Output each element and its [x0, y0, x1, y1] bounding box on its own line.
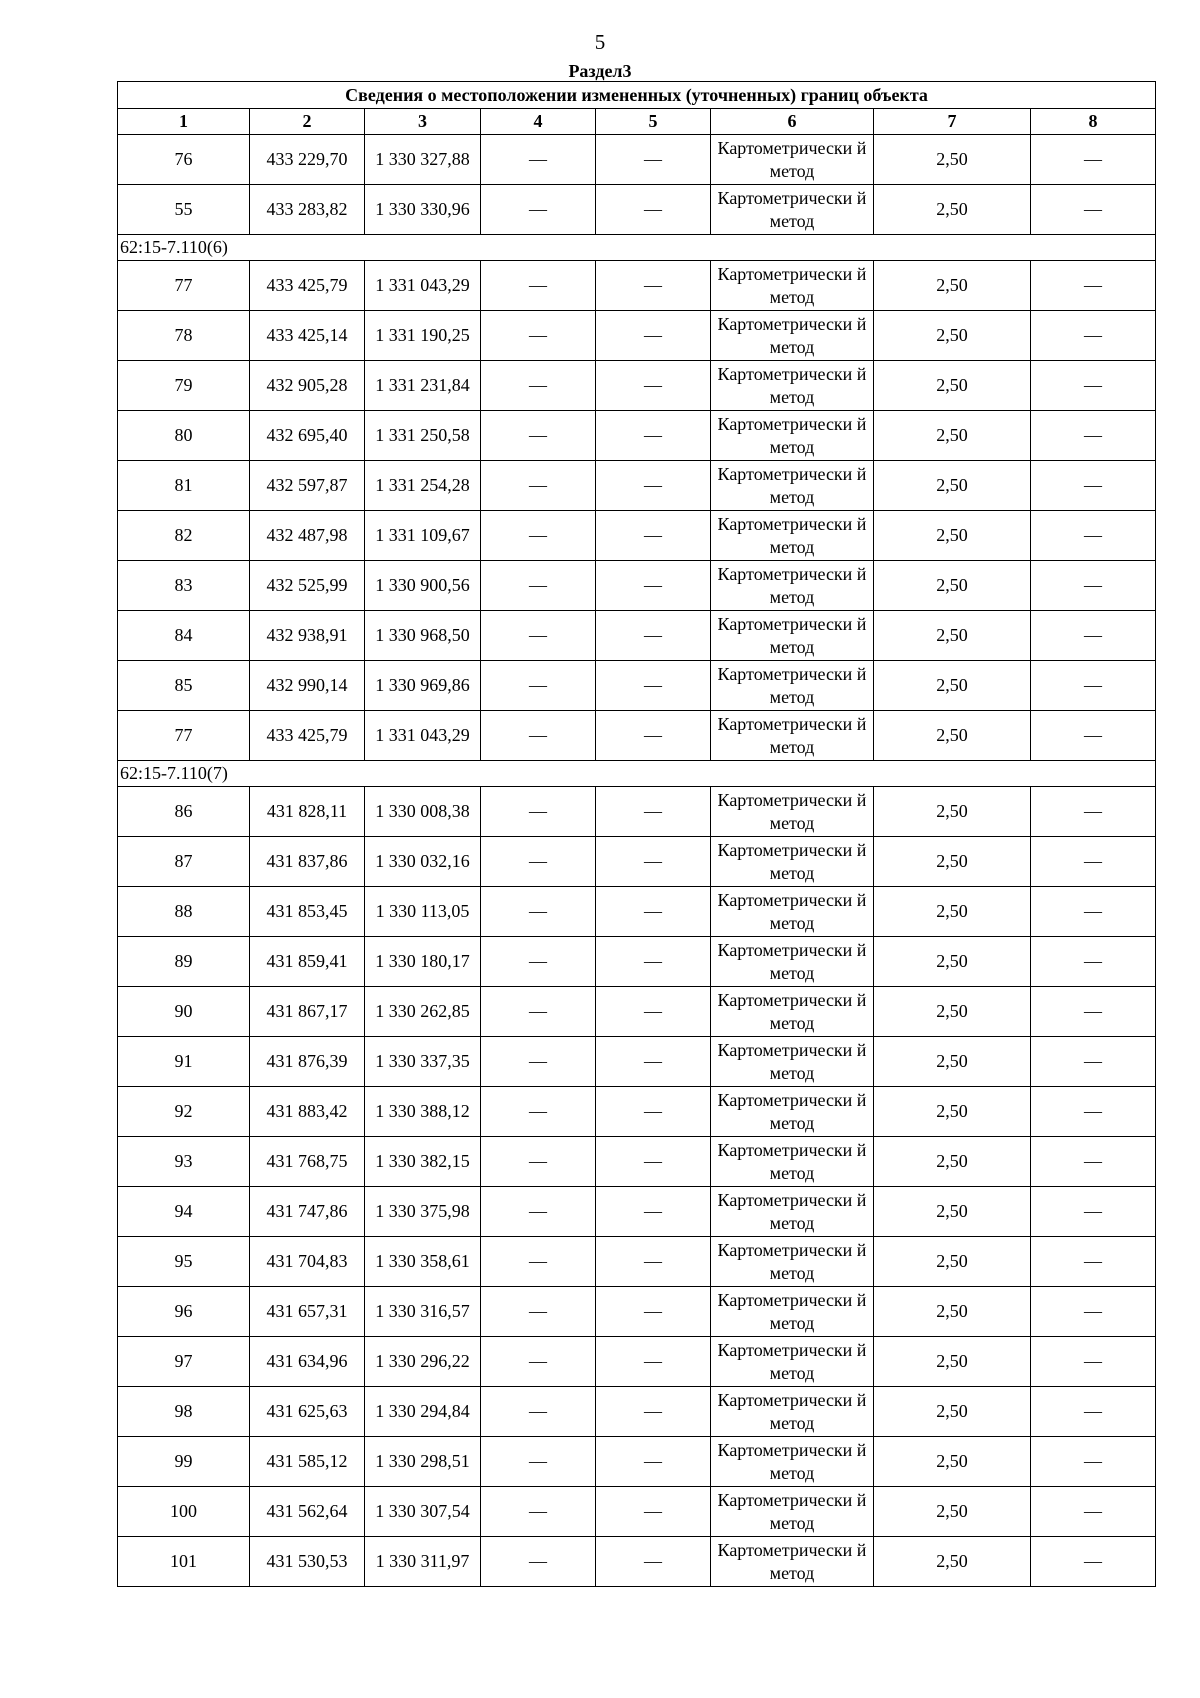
accuracy-cell: 2,50 — [874, 887, 1031, 937]
dash-cell: — — [596, 937, 711, 987]
column-number: 5 — [596, 109, 711, 135]
dash-cell: — — [596, 1187, 711, 1237]
dash-cell: — — [596, 1387, 711, 1437]
method-cell: Картометрически й метод — [711, 1087, 874, 1137]
table-row — [118, 887, 1156, 937]
accuracy-cell: 2,50 — [874, 1187, 1031, 1237]
dash-cell: — — [1031, 185, 1156, 235]
dash-cell: — — [481, 1037, 596, 1087]
y-coordinate-cell: 1 330 307,54 — [365, 1487, 481, 1537]
y-coordinate-cell: 1 330 296,22 — [365, 1337, 481, 1387]
method-cell: Картометрически й метод — [711, 1287, 874, 1337]
dash-cell: — — [1031, 1337, 1156, 1387]
point-number-cell: 90 — [118, 987, 250, 1037]
table-row — [118, 1087, 1156, 1137]
y-coordinate-cell: 1 331 254,28 — [365, 461, 481, 511]
method-cell: Картометрически й метод — [711, 1337, 874, 1387]
accuracy-cell: 2,50 — [874, 711, 1031, 761]
table-row — [118, 711, 1156, 761]
x-coordinate-cell: 431 828,11 — [250, 787, 365, 837]
dash-cell: — — [596, 361, 711, 411]
dash-cell: — — [596, 1337, 711, 1387]
dash-cell: — — [481, 1287, 596, 1337]
y-coordinate-cell: 1 331 250,58 — [365, 411, 481, 461]
table-row — [118, 1487, 1156, 1537]
dash-cell: — — [481, 611, 596, 661]
column-number: 6 — [711, 109, 874, 135]
table-row — [118, 135, 1156, 185]
table-body — [118, 135, 1156, 1587]
dash-cell: — — [1031, 611, 1156, 661]
table-row — [118, 1137, 1156, 1187]
dash-cell: — — [481, 411, 596, 461]
accuracy-cell: 2,50 — [874, 1387, 1031, 1437]
method-cell: Картометрически й метод — [711, 461, 874, 511]
accuracy-cell: 2,50 — [874, 1237, 1031, 1287]
accuracy-cell: 2,50 — [874, 461, 1031, 511]
dash-cell: — — [481, 837, 596, 887]
point-number-cell: 94 — [118, 1187, 250, 1237]
x-coordinate-cell: 431 837,86 — [250, 837, 365, 887]
group-label: 62:15-7.110(6) — [118, 235, 1156, 261]
point-number-cell: 92 — [118, 1087, 250, 1137]
dash-cell: — — [596, 987, 711, 1037]
dash-cell: — — [596, 411, 711, 461]
dash-cell: — — [596, 1087, 711, 1137]
dash-cell: — — [596, 135, 711, 185]
point-number-cell: 100 — [118, 1487, 250, 1537]
x-coordinate-cell: 431 634,96 — [250, 1337, 365, 1387]
accuracy-cell: 2,50 — [874, 411, 1031, 461]
dash-cell: — — [1031, 987, 1156, 1037]
table-caption-row — [118, 82, 1156, 109]
section-title: Раздел3 — [568, 61, 632, 81]
method-cell: Картометрически й метод — [711, 361, 874, 411]
x-coordinate-cell: 433 425,79 — [250, 261, 365, 311]
y-coordinate-cell: 1 330 375,98 — [365, 1187, 481, 1237]
dash-cell: — — [481, 1087, 596, 1137]
table-row — [118, 511, 1156, 561]
x-coordinate-cell: 431 657,31 — [250, 1287, 365, 1337]
table-row — [118, 611, 1156, 661]
y-coordinate-cell: 1 331 043,29 — [365, 711, 481, 761]
x-coordinate-cell: 433 425,79 — [250, 711, 365, 761]
point-number-cell: 82 — [118, 511, 250, 561]
dash-cell: — — [481, 1187, 596, 1237]
dash-cell: — — [481, 135, 596, 185]
method-cell: Картометрически й метод — [711, 661, 874, 711]
point-number-cell: 95 — [118, 1237, 250, 1287]
accuracy-cell: 2,50 — [874, 987, 1031, 1037]
accuracy-cell: 2,50 — [874, 837, 1031, 887]
dash-cell: — — [1031, 511, 1156, 561]
dash-cell: — — [596, 1537, 711, 1587]
dash-cell: — — [596, 1287, 711, 1337]
table-row — [118, 461, 1156, 511]
table-row — [118, 185, 1156, 235]
dash-cell: — — [596, 511, 711, 561]
y-coordinate-cell: 1 330 968,50 — [365, 611, 481, 661]
method-cell: Картометрически й метод — [711, 887, 874, 937]
dash-cell: — — [1031, 411, 1156, 461]
table-row — [118, 1187, 1156, 1237]
y-coordinate-cell: 1 330 298,51 — [365, 1437, 481, 1487]
dash-cell: — — [1031, 1537, 1156, 1587]
accuracy-cell: 2,50 — [874, 611, 1031, 661]
dash-cell: — — [1031, 887, 1156, 937]
dash-cell: — — [481, 987, 596, 1037]
dash-cell: — — [481, 311, 596, 361]
method-cell: Картометрически й метод — [711, 1537, 874, 1587]
x-coordinate-cell: 431 853,45 — [250, 887, 365, 937]
y-coordinate-cell: 1 330 032,16 — [365, 837, 481, 887]
dash-cell: — — [1031, 1387, 1156, 1437]
accuracy-cell: 2,50 — [874, 1487, 1031, 1537]
dash-cell: — — [481, 1487, 596, 1537]
dash-cell: — — [596, 837, 711, 887]
point-number-cell: 98 — [118, 1387, 250, 1437]
x-coordinate-cell: 431 768,75 — [250, 1137, 365, 1187]
column-number: 7 — [874, 109, 1031, 135]
x-coordinate-cell: 433 425,14 — [250, 311, 365, 361]
dash-cell: — — [1031, 1487, 1156, 1537]
method-cell: Картометрически й метод — [711, 135, 874, 185]
y-coordinate-cell: 1 330 337,35 — [365, 1037, 481, 1087]
method-cell: Картометрически й метод — [711, 1237, 874, 1287]
table-row — [118, 661, 1156, 711]
dash-cell: — — [481, 185, 596, 235]
y-coordinate-cell: 1 330 180,17 — [365, 937, 481, 987]
method-cell: Картометрически й метод — [711, 411, 874, 461]
table-row — [118, 1037, 1156, 1087]
group-row — [118, 761, 1156, 787]
dash-cell: — — [1031, 661, 1156, 711]
x-coordinate-cell: 431 562,64 — [250, 1487, 365, 1537]
x-coordinate-cell: 432 905,28 — [250, 361, 365, 411]
point-number-cell: 85 — [118, 661, 250, 711]
point-number-cell: 93 — [118, 1137, 250, 1187]
accuracy-cell: 2,50 — [874, 1337, 1031, 1387]
dash-cell: — — [481, 887, 596, 937]
point-number-cell: 101 — [118, 1537, 250, 1587]
dash-cell: — — [481, 1137, 596, 1187]
x-coordinate-cell: 431 859,41 — [250, 937, 365, 987]
point-number-cell: 77 — [118, 711, 250, 761]
dash-cell: — — [596, 1137, 711, 1187]
column-number: 1 — [118, 109, 250, 135]
method-cell: Картометрически й метод — [711, 711, 874, 761]
y-coordinate-cell: 1 330 900,56 — [365, 561, 481, 611]
point-number-cell: 91 — [118, 1037, 250, 1087]
boundary-coordinates-table — [117, 81, 1156, 1587]
dash-cell: — — [596, 887, 711, 937]
column-number: 3 — [365, 109, 481, 135]
dash-cell: — — [481, 261, 596, 311]
method-cell: Картометрически й метод — [711, 937, 874, 987]
method-cell: Картометрически й метод — [711, 1487, 874, 1537]
point-number-cell: 88 — [118, 887, 250, 937]
method-cell: Картометрически й метод — [711, 987, 874, 1037]
point-number-cell: 86 — [118, 787, 250, 837]
dash-cell: — — [1031, 1187, 1156, 1237]
y-coordinate-cell: 1 331 043,29 — [365, 261, 481, 311]
x-coordinate-cell: 432 695,40 — [250, 411, 365, 461]
point-number-cell: 55 — [118, 185, 250, 235]
x-coordinate-cell: 431 867,17 — [250, 987, 365, 1037]
table-row — [118, 787, 1156, 837]
y-coordinate-cell: 1 330 382,15 — [365, 1137, 481, 1187]
y-coordinate-cell: 1 330 969,86 — [365, 661, 481, 711]
y-coordinate-cell: 1 331 190,25 — [365, 311, 481, 361]
accuracy-cell: 2,50 — [874, 1437, 1031, 1487]
dash-cell: — — [1031, 361, 1156, 411]
dash-cell: — — [1031, 135, 1156, 185]
dash-cell: — — [596, 311, 711, 361]
dash-cell: — — [596, 661, 711, 711]
point-number-cell: 80 — [118, 411, 250, 461]
method-cell: Картометрически й метод — [711, 1437, 874, 1487]
method-cell: Картометрически й метод — [711, 1037, 874, 1087]
group-row — [118, 235, 1156, 261]
accuracy-cell: 2,50 — [874, 937, 1031, 987]
y-coordinate-cell: 1 330 294,84 — [365, 1387, 481, 1437]
y-coordinate-cell: 1 330 316,57 — [365, 1287, 481, 1337]
column-number-row — [118, 109, 1156, 135]
method-cell: Картометрически й метод — [711, 261, 874, 311]
dash-cell: — — [1031, 711, 1156, 761]
point-number-cell: 77 — [118, 261, 250, 311]
dash-cell: — — [596, 787, 711, 837]
column-number: 2 — [250, 109, 365, 135]
dash-cell: — — [596, 711, 711, 761]
x-coordinate-cell: 431 747,86 — [250, 1187, 365, 1237]
group-label: 62:15-7.110(7) — [118, 761, 1156, 787]
x-coordinate-cell: 431 883,42 — [250, 1087, 365, 1137]
x-coordinate-cell: 432 938,91 — [250, 611, 365, 661]
dash-cell: — — [1031, 787, 1156, 837]
accuracy-cell: 2,50 — [874, 185, 1031, 235]
dash-cell: — — [1031, 261, 1156, 311]
x-coordinate-cell: 431 585,12 — [250, 1437, 365, 1487]
y-coordinate-cell: 1 331 231,84 — [365, 361, 481, 411]
column-number: 4 — [481, 109, 596, 135]
dash-cell: — — [481, 1337, 596, 1387]
accuracy-cell: 2,50 — [874, 1137, 1031, 1187]
method-cell: Картометрически й метод — [711, 611, 874, 661]
table-row — [118, 837, 1156, 887]
x-coordinate-cell: 433 283,82 — [250, 185, 365, 235]
y-coordinate-cell: 1 330 358,61 — [365, 1237, 481, 1287]
method-cell: Картометрически й метод — [711, 837, 874, 887]
dash-cell: — — [596, 611, 711, 661]
x-coordinate-cell: 432 597,87 — [250, 461, 365, 511]
accuracy-cell: 2,50 — [874, 261, 1031, 311]
dash-cell: — — [481, 561, 596, 611]
accuracy-cell: 2,50 — [874, 511, 1031, 561]
x-coordinate-cell: 432 525,99 — [250, 561, 365, 611]
y-coordinate-cell: 1 330 388,12 — [365, 1087, 481, 1137]
point-number-cell: 89 — [118, 937, 250, 987]
x-coordinate-cell: 431 876,39 — [250, 1037, 365, 1087]
table-row — [118, 937, 1156, 987]
dash-cell: — — [1031, 1087, 1156, 1137]
dash-cell: — — [1031, 937, 1156, 987]
x-coordinate-cell: 431 625,63 — [250, 1387, 365, 1437]
dash-cell: — — [481, 511, 596, 561]
accuracy-cell: 2,50 — [874, 1087, 1031, 1137]
method-cell: Картометрически й метод — [711, 1187, 874, 1237]
dash-cell: — — [481, 937, 596, 987]
dash-cell: — — [481, 1237, 596, 1287]
dash-cell: — — [596, 1237, 711, 1287]
accuracy-cell: 2,50 — [874, 661, 1031, 711]
point-number-cell: 99 — [118, 1437, 250, 1487]
dash-cell: — — [596, 261, 711, 311]
x-coordinate-cell: 431 704,83 — [250, 1237, 365, 1287]
dash-cell: — — [1031, 1287, 1156, 1337]
y-coordinate-cell: 1 331 109,67 — [365, 511, 481, 561]
table-row — [118, 1537, 1156, 1587]
accuracy-cell: 2,50 — [874, 561, 1031, 611]
table-row — [118, 1387, 1156, 1437]
accuracy-cell: 2,50 — [874, 787, 1031, 837]
x-coordinate-cell: 432 990,14 — [250, 661, 365, 711]
point-number-cell: 96 — [118, 1287, 250, 1337]
dash-cell: — — [1031, 1037, 1156, 1087]
y-coordinate-cell: 1 330 327,88 — [365, 135, 481, 185]
dash-cell: — — [596, 1487, 711, 1537]
dash-cell: — — [596, 461, 711, 511]
dash-cell: — — [1031, 1137, 1156, 1187]
dash-cell: — — [1031, 1237, 1156, 1287]
point-number-cell: 79 — [118, 361, 250, 411]
dash-cell: — — [596, 1437, 711, 1487]
dash-cell: — — [1031, 461, 1156, 511]
dash-cell: — — [1031, 561, 1156, 611]
x-coordinate-cell: 431 530,53 — [250, 1537, 365, 1587]
point-number-cell: 76 — [118, 135, 250, 185]
accuracy-cell: 2,50 — [874, 1287, 1031, 1337]
y-coordinate-cell: 1 330 330,96 — [365, 185, 481, 235]
accuracy-cell: 2,50 — [874, 361, 1031, 411]
dash-cell: — — [481, 361, 596, 411]
dash-cell: — — [1031, 1437, 1156, 1487]
method-cell: Картометрически й метод — [711, 1387, 874, 1437]
table-row — [118, 311, 1156, 361]
dash-cell: — — [481, 1437, 596, 1487]
dash-cell: — — [596, 1037, 711, 1087]
table-row — [118, 261, 1156, 311]
table-row — [118, 1337, 1156, 1387]
dash-cell: — — [481, 711, 596, 761]
point-number-cell: 84 — [118, 611, 250, 661]
dash-cell: — — [596, 561, 711, 611]
method-cell: Картометрически й метод — [711, 311, 874, 361]
table-row — [118, 361, 1156, 411]
x-coordinate-cell: 433 229,70 — [250, 135, 365, 185]
dash-cell: — — [596, 185, 711, 235]
table-row — [118, 1437, 1156, 1487]
method-cell: Картометрически й метод — [711, 511, 874, 561]
point-number-cell: 81 — [118, 461, 250, 511]
table-row — [118, 411, 1156, 461]
point-number-cell: 87 — [118, 837, 250, 887]
table-row — [118, 1287, 1156, 1337]
method-cell: Картометрически й метод — [711, 1137, 874, 1187]
dash-cell: — — [481, 1387, 596, 1437]
column-number: 8 — [1031, 109, 1156, 135]
accuracy-cell: 2,50 — [874, 311, 1031, 361]
point-number-cell: 97 — [118, 1337, 250, 1387]
table-row — [118, 987, 1156, 1037]
dash-cell: — — [481, 661, 596, 711]
method-cell: Картометрически й метод — [711, 787, 874, 837]
x-coordinate-cell: 432 487,98 — [250, 511, 365, 561]
page-number: 5 — [594, 30, 606, 54]
dash-cell: — — [481, 787, 596, 837]
accuracy-cell: 2,50 — [874, 1037, 1031, 1087]
table-caption: Сведения о местоположении измененных (уточненных) границ объекта — [118, 82, 1156, 109]
dash-cell: — — [1031, 311, 1156, 361]
dash-cell: — — [481, 1537, 596, 1587]
table-row — [118, 561, 1156, 611]
y-coordinate-cell: 1 330 262,85 — [365, 987, 481, 1037]
method-cell: Картометрически й метод — [711, 185, 874, 235]
accuracy-cell: 2,50 — [874, 135, 1031, 185]
y-coordinate-cell: 1 330 008,38 — [365, 787, 481, 837]
point-number-cell: 83 — [118, 561, 250, 611]
accuracy-cell: 2,50 — [874, 1537, 1031, 1587]
table-row — [118, 1237, 1156, 1287]
dash-cell: — — [481, 461, 596, 511]
dash-cell: — — [1031, 837, 1156, 887]
y-coordinate-cell: 1 330 113,05 — [365, 887, 481, 937]
method-cell: Картометрически й метод — [711, 561, 874, 611]
y-coordinate-cell: 1 330 311,97 — [365, 1537, 481, 1587]
point-number-cell: 78 — [118, 311, 250, 361]
